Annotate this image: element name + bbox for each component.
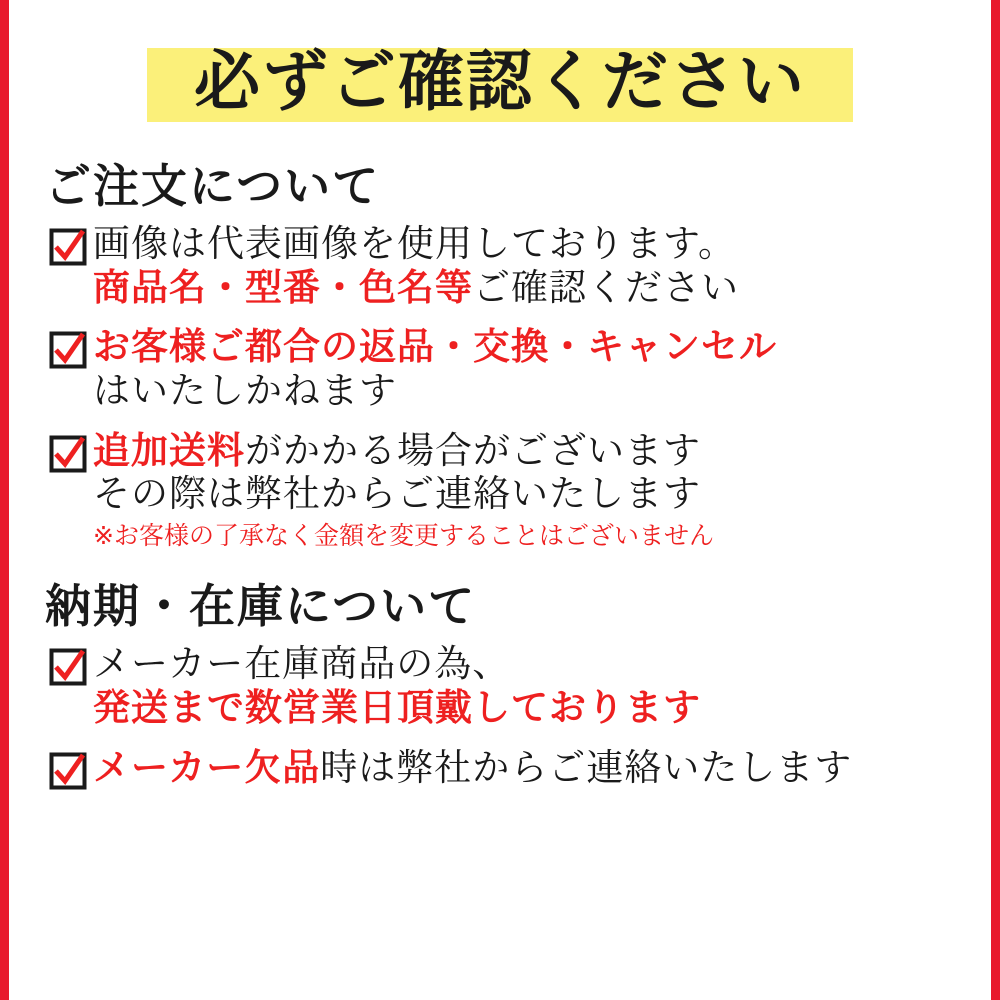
list-item-text [93, 429, 991, 553]
text-line: その際は弊社からご連絡いたします [93, 472, 701, 516]
page-title: 必ずご確認ください [194, 42, 806, 120]
text-normal: 時は弊社からご連絡いたします [320, 745, 853, 789]
text-line [93, 746, 991, 790]
text-line: メーカー在庫商品の為、 [93, 642, 511, 686]
page-title-block [9, 0, 991, 150]
list-item [49, 325, 991, 412]
list-item [49, 222, 991, 309]
section-heading-orders: ご注文について [45, 159, 381, 213]
list-item-text [93, 325, 991, 412]
right-red-border [991, 0, 1000, 1000]
text-line: 発送まで数営業日頂戴しております [93, 686, 701, 730]
list-item-text [93, 746, 991, 790]
checkbox-checked-icon [49, 752, 87, 790]
notice-content [9, 0, 991, 1000]
text-normal: ご確認ください [473, 265, 739, 309]
section-heading-delivery: 納期・在庫について [45, 579, 477, 634]
text-emphasis: メーカー欠品 [93, 745, 321, 789]
checkbox-checked-icon [49, 331, 87, 369]
text-line: はいたしかねます [93, 368, 397, 412]
text-normal: がかかる場合がございます [245, 428, 701, 472]
text-line: お客様ご都合の返品・交換・キャンセル [93, 325, 777, 369]
text-emphasis: 商品名・型番・色名等 [93, 265, 473, 309]
list-item [49, 429, 991, 553]
checkbox-checked-icon [49, 648, 87, 686]
text-line: 画像は代表画像を使用しております。 [93, 222, 737, 265]
left-red-border [0, 0, 9, 1000]
section-orders [9, 150, 991, 552]
text-line [93, 429, 991, 473]
list-item [49, 746, 991, 790]
list-item-text [93, 642, 991, 729]
footnote: ※お客様の了承なく金額を変更することはございません [93, 520, 714, 550]
text-emphasis: 追加送料 [93, 428, 245, 472]
text-line [93, 266, 991, 310]
section-delivery-stock [9, 570, 991, 789]
checkbox-checked-icon [49, 435, 87, 473]
list-item [49, 642, 991, 729]
list-item-text [93, 222, 991, 309]
checkbox-checked-icon [49, 228, 87, 266]
